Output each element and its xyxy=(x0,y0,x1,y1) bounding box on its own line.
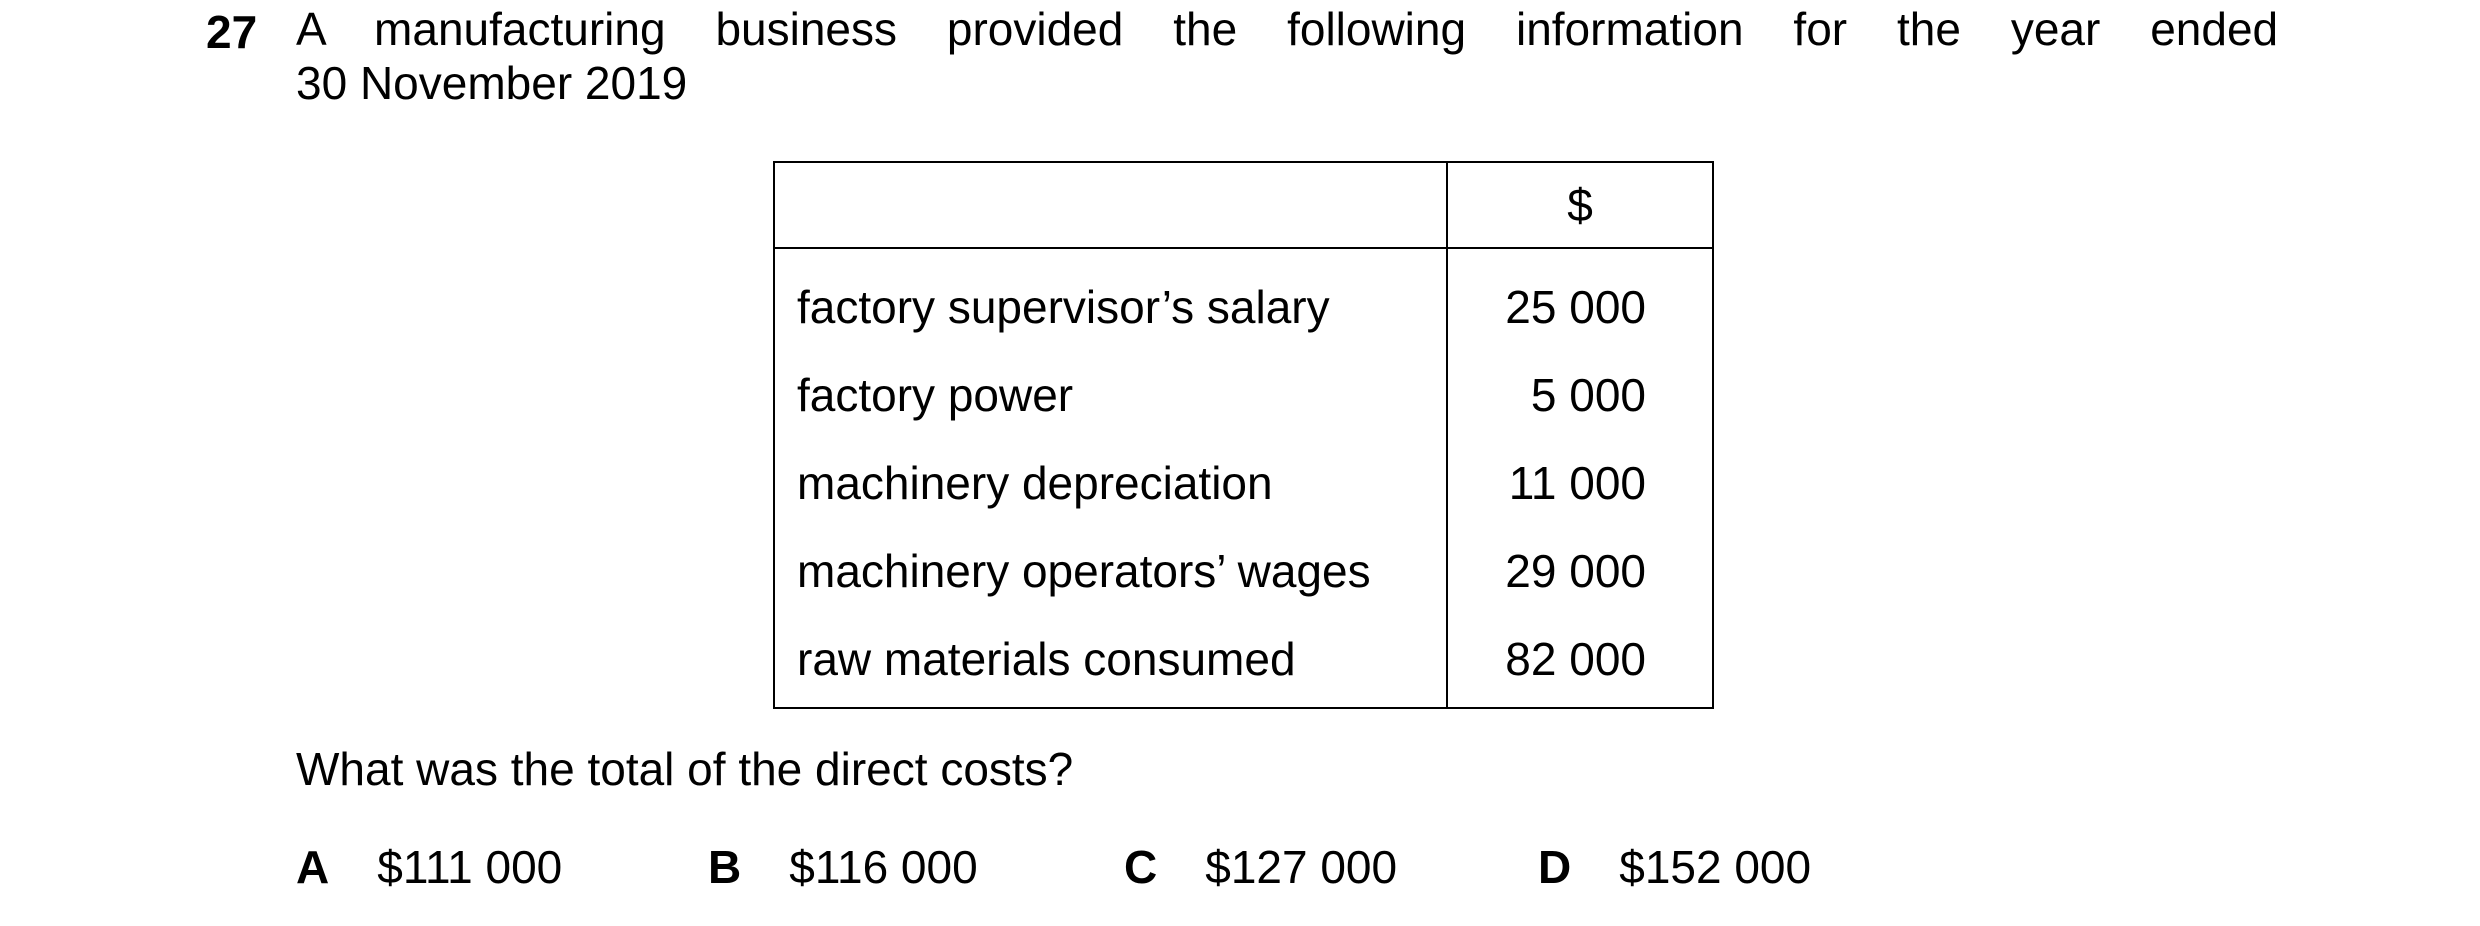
table-row xyxy=(774,439,1713,527)
question-prompt: What was the total of the direct costs? xyxy=(296,743,1074,795)
option-value: $116 000 xyxy=(789,841,978,893)
row-label: machinery operators’ wages xyxy=(774,527,1447,615)
information-table xyxy=(773,161,1714,709)
table-header-label xyxy=(774,162,1447,248)
stem-word: year xyxy=(2010,3,2101,55)
stem-word: information xyxy=(1515,3,1744,55)
option-letter: C xyxy=(1124,841,1158,893)
table-row xyxy=(774,615,1713,708)
row-amount: 11 000 xyxy=(1447,439,1713,527)
stem-word: A xyxy=(296,3,325,55)
row-label: raw materials consumed xyxy=(774,615,1447,708)
table-header-row xyxy=(774,162,1713,248)
option-letter: D xyxy=(1538,841,1572,893)
option-a[interactable] xyxy=(296,840,562,894)
table-row xyxy=(774,527,1713,615)
stem-word: provided xyxy=(946,3,1124,55)
row-label: factory power xyxy=(774,351,1447,439)
question-stem-line-2: 30 November 2019 xyxy=(296,57,688,109)
table-header-unit: $ xyxy=(1447,162,1713,248)
stem-word: ended xyxy=(2150,3,2279,55)
option-value: $152 000 xyxy=(1619,841,1812,893)
option-value: $127 000 xyxy=(1205,841,1398,893)
row-amount: 25 000 xyxy=(1447,248,1713,351)
table-row xyxy=(774,248,1713,351)
option-c[interactable] xyxy=(1124,840,1397,894)
option-b[interactable] xyxy=(708,840,978,894)
option-d[interactable] xyxy=(1538,840,1811,894)
stem-word: manufacturing xyxy=(374,3,666,55)
question-stem-line-1 xyxy=(296,2,2278,56)
option-value: $111 000 xyxy=(377,841,563,893)
stem-word: the xyxy=(1897,3,1961,55)
row-label: factory supervisor’s salary xyxy=(774,248,1447,351)
option-letter: B xyxy=(708,841,742,893)
option-letter: A xyxy=(296,841,330,893)
question-number: 27 xyxy=(206,6,258,58)
question-stem xyxy=(296,2,2278,110)
stem-word: following xyxy=(1287,3,1467,55)
stem-word: the xyxy=(1173,3,1238,55)
row-amount: 5 000 xyxy=(1447,351,1713,439)
row-amount: 82 000 xyxy=(1447,615,1713,708)
row-label: machinery depreciation xyxy=(774,439,1447,527)
stem-word: business xyxy=(715,3,897,55)
row-amount: 29 000 xyxy=(1447,527,1713,615)
stem-word: for xyxy=(1793,3,1848,55)
table-row xyxy=(774,351,1713,439)
